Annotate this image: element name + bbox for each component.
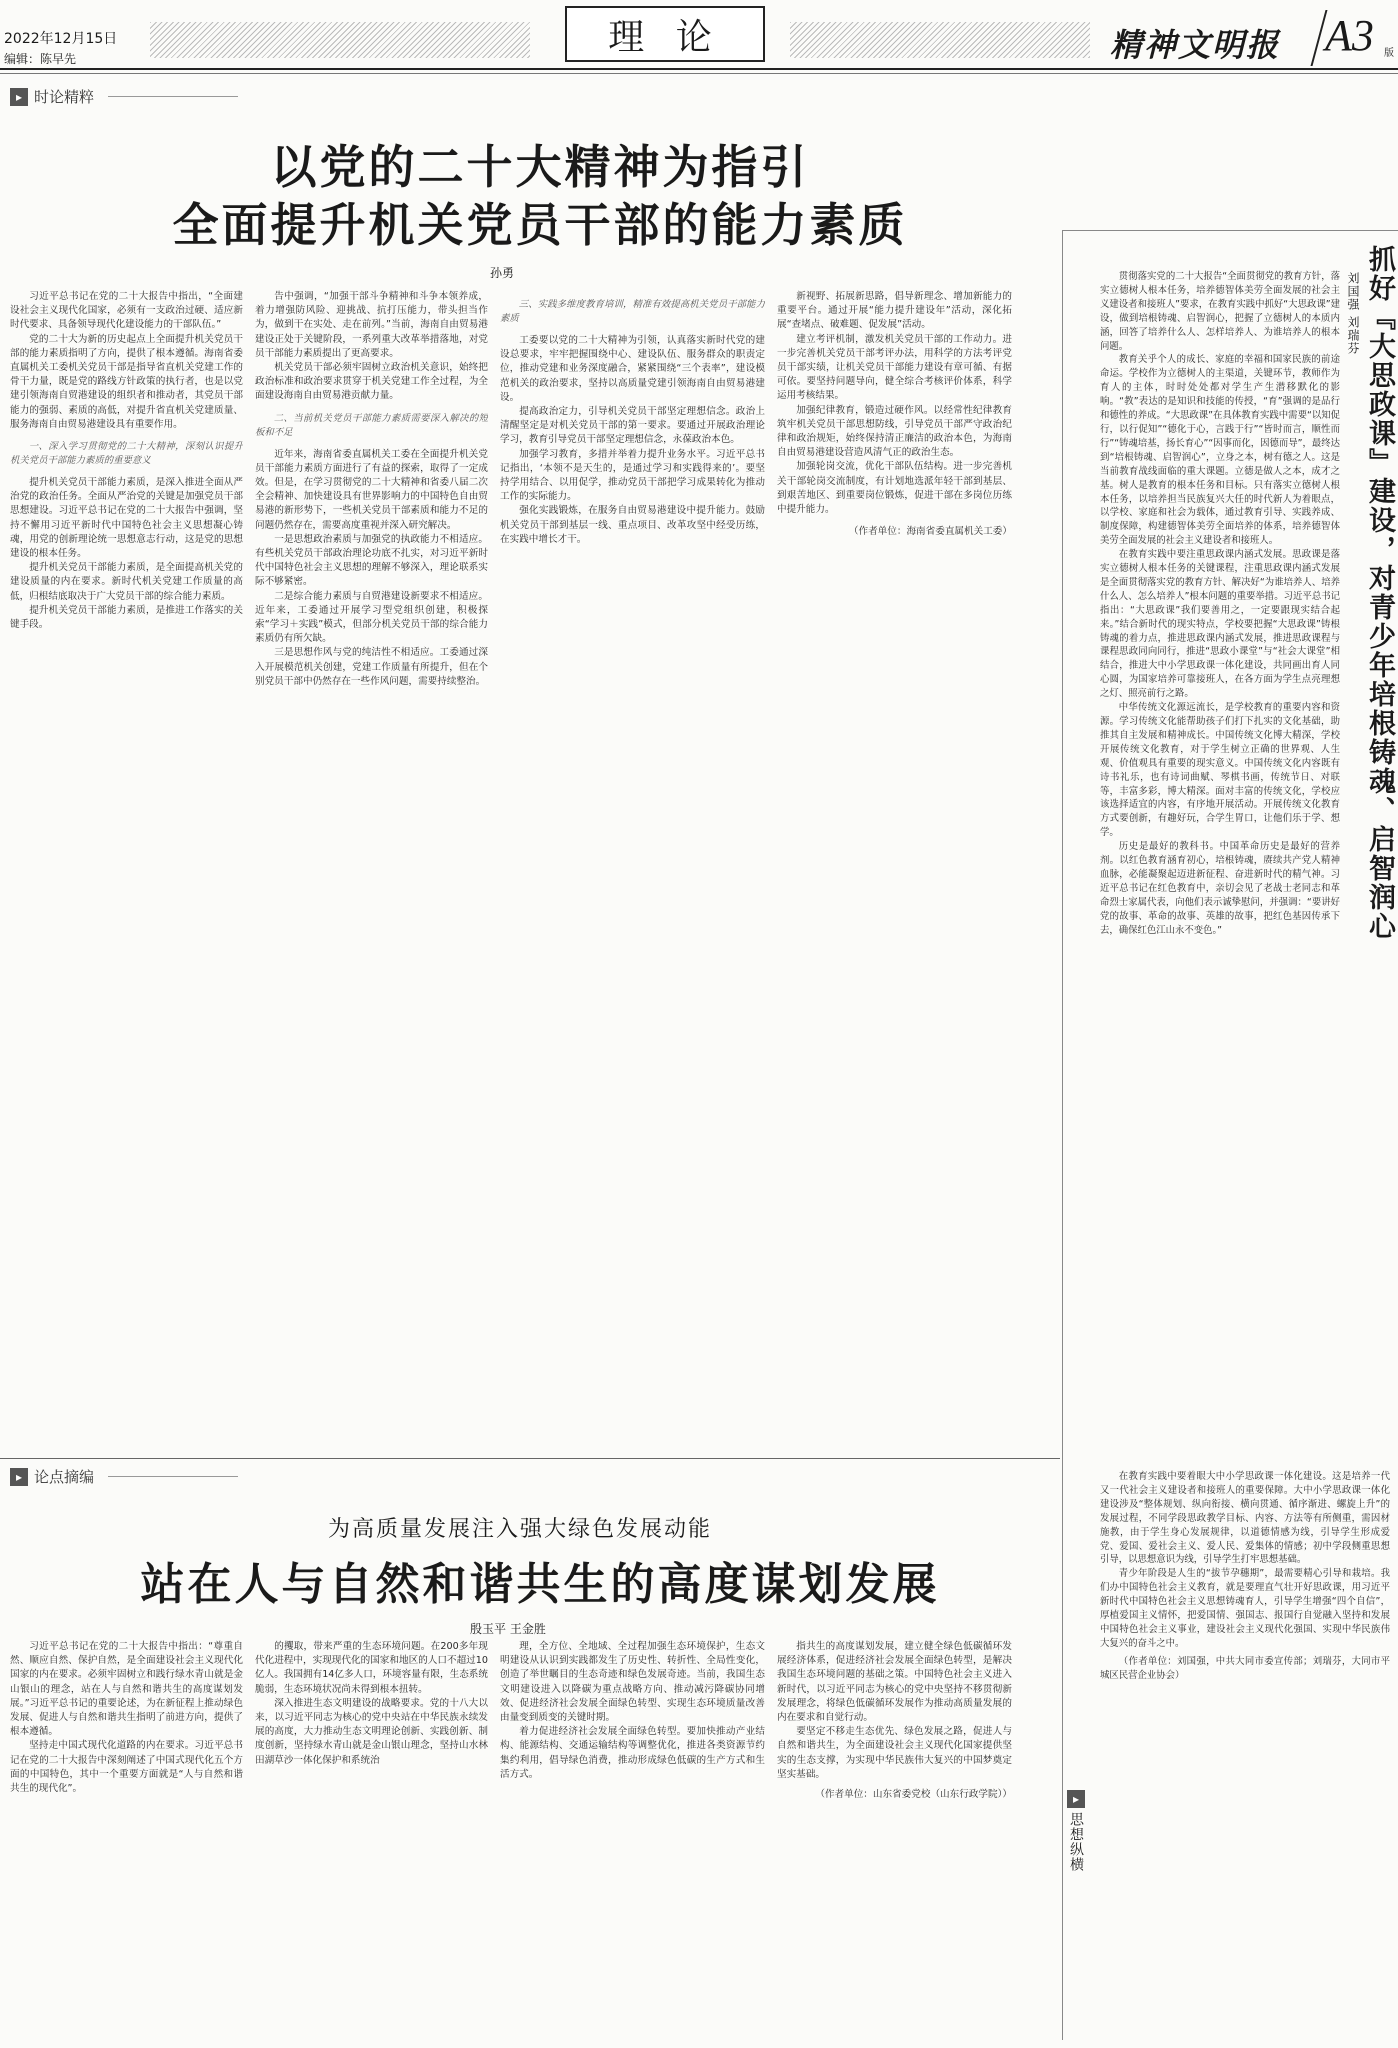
paragraph: 提高政治定力，引导机关党员干部坚定理想信念。政治上清醒坚定是对机关党员干部的第一要求。要通过开展政治理论学习，教育引导党员干部坚定理想信念，永葆政治本色。 <box>500 406 765 446</box>
paragraph: 习近平总书记在党的二十大报告中指出，“全面建设社会主义现代化国家，必须有一支政治过硬、适应新时代要求、具备领导现代化建设能力的干部队伍。” <box>10 291 243 331</box>
paragraph: 党的二十大为新的历史起点上全面提升机关党员干部的能力素质指明了方向，提供了根本遵循。海南省委直属机关工委机关党员干部是指导省直机关党建工作的骨干力量，既是党的路线方针政策的执行者，也是以党建引领海南自贸港建设的组织者和推动者，其党员干部能力的强弱、素质的高低，对提升省直机关党建质量、服务海南自由贸易港建设具有重要作用。 <box>10 333 243 430</box>
sidebar-column-lower <box>1100 1470 1390 2040</box>
paragraph: 在教育实践中要注重思政课内涵式发展。思政课是落实立德树人根本任务的关键课程，注重思政课内涵式发展是全面贯彻落实党的教育方针、解决好“为谁培养人、培养什么人、怎么培养人”根本问题的重要举措。习近平总书记指出：“大思政课”我们要善用之，一定要跟现实结合起来。”结合新时代的现实特点，学校要把握“大思政课”铸根铸魂的着力点，推进思政课内涵式发展，推进思政课程与课程思政同向同行，推进“思政小课堂”与“社会大课堂”相结合，推进大中小学思政课一体化建设，共同画出育人同心圆，为国家培养可靠接班人，在各方面为学生点亮理想之灯、照亮前行之路。 <box>1100 549 1340 700</box>
paragraph: 加强轮岗交流，优化干部队伍结构。进一步完善机关干部轮岗交流制度，有计划地选派年轻干部到基层、到艰苦地区、到重要岗位锻炼，促进干部在多岗位历练中提升能力。 <box>777 461 1012 516</box>
tag-icon: ▸ <box>10 88 28 106</box>
page-header <box>0 0 1398 80</box>
article-author: 孙勇 <box>490 266 515 280</box>
article-column-2 <box>255 290 488 1450</box>
paragraph: 提升机关党员干部能力素质，是推进工作落实的关键手段。 <box>10 604 243 631</box>
paragraph: 工委要以党的二十大精神为引领，认真落实新时代党的建设总要求，牢牢把握围绕中心、建设队伍、服务群众的职责定位，推动党建和业务深度融合，紧紧围绕“三个表率”，建设模范机关的政治要求，坚持以高质量党建引领海南自由贸易港建设。 <box>500 335 765 403</box>
sidebar-column <box>1100 270 1340 1460</box>
article-kicker: 为高质量发展注入强大绿色发展动能 <box>327 1517 712 1542</box>
article2-column-3 <box>500 1640 765 2040</box>
paragraph: 历史是最好的教科书。中国革命历史是最好的营养剂。以红色教育涵育初心，培根铸魂，赓续共产党人精神血脉，必能凝聚起迈进新征程、奋进新时代的精气神。习近平总书记在红色教育中，亲切会见了老战士老同志和革命烈士家属代表，向他们表示诚挚慰问，并强调：“要讲好党的故事、革命的故事、英雄的故事，把红色基因传承下去，确保红色江山永不变色。” <box>1100 841 1340 936</box>
article-title-2: 站在人与自然和谐共生的高度谋划发展 <box>140 1559 940 1610</box>
paragraph: 习近平总书记在党的二十大报告中指出：“尊重自然、顺应自然、保护自然，是全面建设社会主义现代化国家的内在要求。必须牢固树立和践行绿水青山就是金山银山的理念，站在人与自然和谐共生的高度谋划发展。”习近平总书记的重要论述，为在新征程上推动绿色发展、促进人与自然和谐共生指明了前进方向，提供了根本遵循。 <box>10 1641 243 1738</box>
newspaper-logo: 精神文明报 <box>1110 26 1281 64</box>
paragraph: 贯彻落实党的二十大报告“全面贯彻党的教育方针，落实立德树人根本任务，培养德智体美劳全面发展的社会主义建设者和接班人”要求，在教育实践中抓好“大思政课”建设，做到培根铸魂、启智润心，把握了立德树人的本质内涵，回答了培养什么人、怎样培养人、为谁培养人的根本问题。 <box>1100 271 1340 352</box>
paragraph: 着力促进经济社会发展全面绿色转型。要加快推动产业结构、能源结构、交通运输结构等调整优化，推进各类资源节约集约利用，倡导绿色消费，推动形成绿色低碳的生产方式和生活方式。 <box>500 1726 765 1780</box>
section-tag-2 <box>10 1466 238 1487</box>
subheading: 三、实践多维度教育培训，精准有效提高机关党员干部能力素质 <box>500 299 765 324</box>
paragraph: 的攫取，带来严重的生态环境问题。在200多年现代化进程中，实现现代化的国家和地区的人口不超过10亿人。我国拥有14亿多人口，环境容量有限，生态系统脆弱，生态环境状况尚未得到根本扭转。 <box>255 1641 488 1695</box>
section-label: 理 论 <box>608 16 722 58</box>
author-unit: （作者单位：山东省委党校（山东行政学院）） <box>815 1789 1012 1801</box>
article-column-3 <box>500 290 765 1450</box>
section-tag-label: 时论精粹 <box>34 88 95 106</box>
paragraph: 提升机关党员干部能力素质，是全面提高机关党的建设质量的内在要求。新时代机关党建工作质量的高低，归根结底取决于广大党员干部的综合能力素质。 <box>10 562 243 602</box>
tag-icon: ▸ <box>1067 1790 1085 1808</box>
issue-date: 2022年12月15日 <box>4 31 118 47</box>
paragraph: 要坚定不移走生态优先、绿色发展之路，促进人与自然和谐共生，为全面建设社会主义现代化国家提供坚实的生态支撑，为实现中华民族伟大复兴的中国梦奠定坚实基础。 <box>777 1726 1012 1780</box>
article-column-1 <box>10 290 243 1450</box>
title-line-1: 以党的二十大精神为指引 <box>270 140 810 194</box>
paragraph: 加强学习教育，多措并举着力提升业务水平。习近平总书记指出，‘本领不是天生的，是通过学习和实践得来的’。要坚持学用结合、以用促学，推动党员干部把学习成果转化为推动工作的实际能力。 <box>500 448 765 503</box>
paragraph: 加强纪律教育，锻造过硬作风。以经常性纪律教育筑牢机关党员干部思想防线，引导党员干部严守政治纪律和政治规矩，始终保持清正廉洁的政治本色，为海南自由贸易港建设营造风清气正的政治生态。 <box>777 404 1012 459</box>
article2-column-1 <box>10 1640 243 2040</box>
paragraph: 二是综合能力素质与自贸港建设新要求不相适应。近年来，工委通过开展学习型党组织创建，积极探索“学习＋实践”模式，但部分机关党员干部的综合能力素质仍有所欠缺。 <box>255 590 488 645</box>
page-suffix: 版 <box>1384 48 1394 59</box>
paragraph: 青少年阶段是人生的“拔节孕穗期”，最需要精心引导和栽培。我们办中国特色社会主义教育，就是要理直气壮开好思政课，用习近平新时代中国特色社会主义思想铸魂育人，引导学生增强“四个自信”，厚植爱国主义情怀，把爱国情、强国志、报国行自觉融入坚持和发展中国特色社会主义事业，建设社会主义现代化强国、实现中华民族伟大复兴的奋斗之中。 <box>1100 1568 1390 1649</box>
paragraph: 中华传统文化源远流长，是学校教育的重要内容和资源。学习传统文化能帮助孩子们打下扎实的文化基础，助推其自主发展和精神成长。中国传统文化博大精深，学校开展传统文化教育，对于学生树立正确的世界观、人生观、价值观具有重要的现实意义。中国传统文化内容既有诗书礼乐，也有诗词曲赋、琴棋书画，传统节日、对联等，丰富多彩，博大精深。面对丰富的传统文化，学校应该选择适宜的内容，有序地开展活动。开展传统文化教育方式要创新，有趣好玩，合学生胃口，让他们乐于学、想学。 <box>1100 702 1340 839</box>
paragraph: 近年来，海南省委直属机关工委在全面提升机关党员干部能力素质方面进行了有益的探索，取得了一定成效。但是，在学习贯彻党的二十大精神和省委八届二次全会精神、加快建设具有世界影响力的中国特色自由贸易港的新形势下，一些机关党员干部素质和能力不足的问题仍然存在，需要高度重视并深入研究解决。 <box>255 448 488 531</box>
paragraph: 理，全方位、全地域、全过程加强生态环境保护，生态文明建设从认识到实践都发生了历史性、转折性、全局性变化，创造了举世瞩目的生态奇迹和绿色发展奇迹。当前，我国生态文明建设进入以降碳为重点战略方向、推动减污降碳协同增效、促进经济社会发展全面绿色转型、实现生态环境质量改善由量变到质变的关键时期。 <box>500 1641 765 1724</box>
section-label-box <box>565 6 765 62</box>
section-tag-1 <box>10 86 238 107</box>
sidebar-byline: 刘国强 刘瑞芬 <box>1346 272 1360 355</box>
article-title <box>40 138 1040 254</box>
title-line-2: 全面提升机关党员干部的能力素质 <box>172 198 908 252</box>
section-tag-label: 论点摘编 <box>34 1468 95 1486</box>
sidebar-tag-label: 思想纵横 <box>1068 1812 1084 1872</box>
author-unit: （作者单位：海南省委直属机关工委） <box>848 526 1012 538</box>
editor-credit: 编辑：陈早先 <box>4 52 77 66</box>
paragraph: 三是思想作风与党的纯洁性不相适应。工委通过深入开展模范机关创建，党建工作质量有所提升，但在个别党员干部中仍然存在一些作风问题，需要持续整治。 <box>255 647 488 687</box>
paragraph: 建立考评机制，激发机关党员干部的工作动力。进一步完善机关党员干部考评办法，用科学的方法考评党员干部实绩，让机关党员干部能力建设有章可循、有据可依。要坚持问题导向，健全综合考核评价体系，科学运用考核结果。 <box>777 333 1012 402</box>
paragraph: 在教育实践中要着眼大中小学思政课一体化建设。这是培养一代又一代社会主义建设者和接班人的重要保障。大中小学思政课一体化建设涉及“整体规划、纵向衔接、横向贯通、循序渐进、螺旋上升”的发展过程，不同学段思政教学目标、内容、方法等有所侧重，需因材施教，由于学生身心发展规律，以道德情感为线，引导学生形成爱党、爱国、爱社会主义、爱人民、爱集体的情感；初中学段侧重思想引导，以思想意识为线，引导学生打牢思想基础。 <box>1100 1471 1390 1566</box>
paragraph: 指共生的高度谋划发展，建立健全绿色低碳循环发展经济体系，促进经济社会发展全面绿色转型，是解决我国生态环境问题的基础之策。中国特色社会主义进入新时代，以习近平同志为核心的党中央坚持不移贯彻新发展理念，将绿色低碳循环发展作为推动高质量发展的内在要求和自觉行动。 <box>777 1641 1012 1724</box>
paragraph: 告中强调，“加强干部斗争精神和斗争本领养成，着力增强防风险、迎挑战、抗打压能力，带头担当作为，做到干在实处、走在前列。”当前，海南自由贸易港建设正处于关键阶段，一系列重大改革举措落地，对党员干部能力素质提出了更高要求。 <box>255 291 488 359</box>
article-column-4 <box>777 290 1012 1450</box>
article-author-2: 殷玉平 王金胜 <box>470 1622 546 1636</box>
paragraph: 机关党员干部必须牢固树立政治机关意识，始终把政治标准和政治要求贯穿于机关党建工作全过程，为全面建设海南自由贸易港贡献力量。 <box>255 362 488 402</box>
sidebar-title: 抓好『大思政课』建设，对青少年培根铸魂、启智润心 <box>1364 245 1395 941</box>
paragraph: 新视野、拓展新思路，倡导新理念、增加新能力的重要平台。通过开展“能力提升建设年”活动，深化拓展“查堵点、破难题、促发展”活动。 <box>777 291 1012 331</box>
article2-column-2 <box>255 1640 488 2040</box>
article2-column-4 <box>777 1640 1012 2040</box>
sidebar-tag <box>1062 1790 1090 1872</box>
subheading: 一、深入学习贯彻党的二十大精神，深刻认识提升机关党员干部能力素质的重要意义 <box>10 441 243 467</box>
subheading: 二、当前机关党员干部能力素质需要深入解决的短板和不足 <box>255 412 488 438</box>
paragraph: 强化实践锻炼，在服务自由贸易港建设中提升能力。鼓励机关党员干部到基层一线、重点项目、改革攻坚中经受历练，在实践中增长才干。 <box>500 505 765 545</box>
paragraph: 深入推进生态文明建设的战略要求。党的十八大以来，以习近平同志为核心的党中央站在中华民族永续发展的高度，大力推动生态文明理论创新、实践创新、制度创新，坚持绿水青山就是金山银山理念，坚持山水林田湖草沙一体化保护和系统治 <box>255 1697 488 1766</box>
paragraph: 提升机关党员干部能力素质，是深入推进全面从严治党的政治任务。全面从严治党的关键是加强党员干部思想建设。习近平总书记在党的二十大报告中强调，坚持不懈用习近平新时代中国特色社会主义思想凝心铸魂，用党的创新理论统一思想意志行动，这是党的思想建设的根本任务。 <box>10 477 243 560</box>
page-number: A3 <box>1325 11 1374 60</box>
tag-icon: ▸ <box>10 1468 28 1486</box>
author-unit: （作者单位：刘国强，中共大同市委宣传部；刘瑞芬，大同市平城区民营企业协会） <box>1100 1655 1390 1681</box>
paragraph: 一是思想政治素质与加强党的执政能力不相适应。有些机关党员干部政治理论功底不扎实，对习近平新时代中国特色社会主义思想的理解不够深入，理论联系实际不够紧密。 <box>255 533 488 588</box>
paragraph: 坚持走中国式现代化道路的内在要求。习近平总书记在党的二十大报告中深刻阐述了中国式现代化五个方面的中国特色，其中一个重要方面就是“人与自然和谐共生的现代化”。 <box>10 1740 243 1795</box>
paragraph: 教育关乎个人的成长、家庭的幸福和国家民族的前途命运。学校作为立德树人的主渠道，关键环节，教师作为育人的主体，时时处处都对学生产生潜移默化的影响。“教”表达的是知识和技能的传授，“育”强调的是品行和德性的养成。“大思政课”在具体教育实践中需要“以知促行，以行促知”“德化于心，言践于行”“皆时而言，顺性而行”“铸魂培基，扬长育心”“因事而化，因德而导”，最终达到“培根铸魂、启智润心”，立身之本，树有德之人。这是当前教育战线面临的重大课题。立德是做人之本，成才之基。树人是教育的根本任务和目标。只有落实立德树人根本任务，以培养担当民族复兴大任的时代新人为着眼点，以学校、家庭和社会为载体，通过教育引导、实践养成、制度保障，构建德智体美劳全面培养的体系，培养德智体美劳全面发展的社会主义建设者和接班人。 <box>1100 354 1340 547</box>
